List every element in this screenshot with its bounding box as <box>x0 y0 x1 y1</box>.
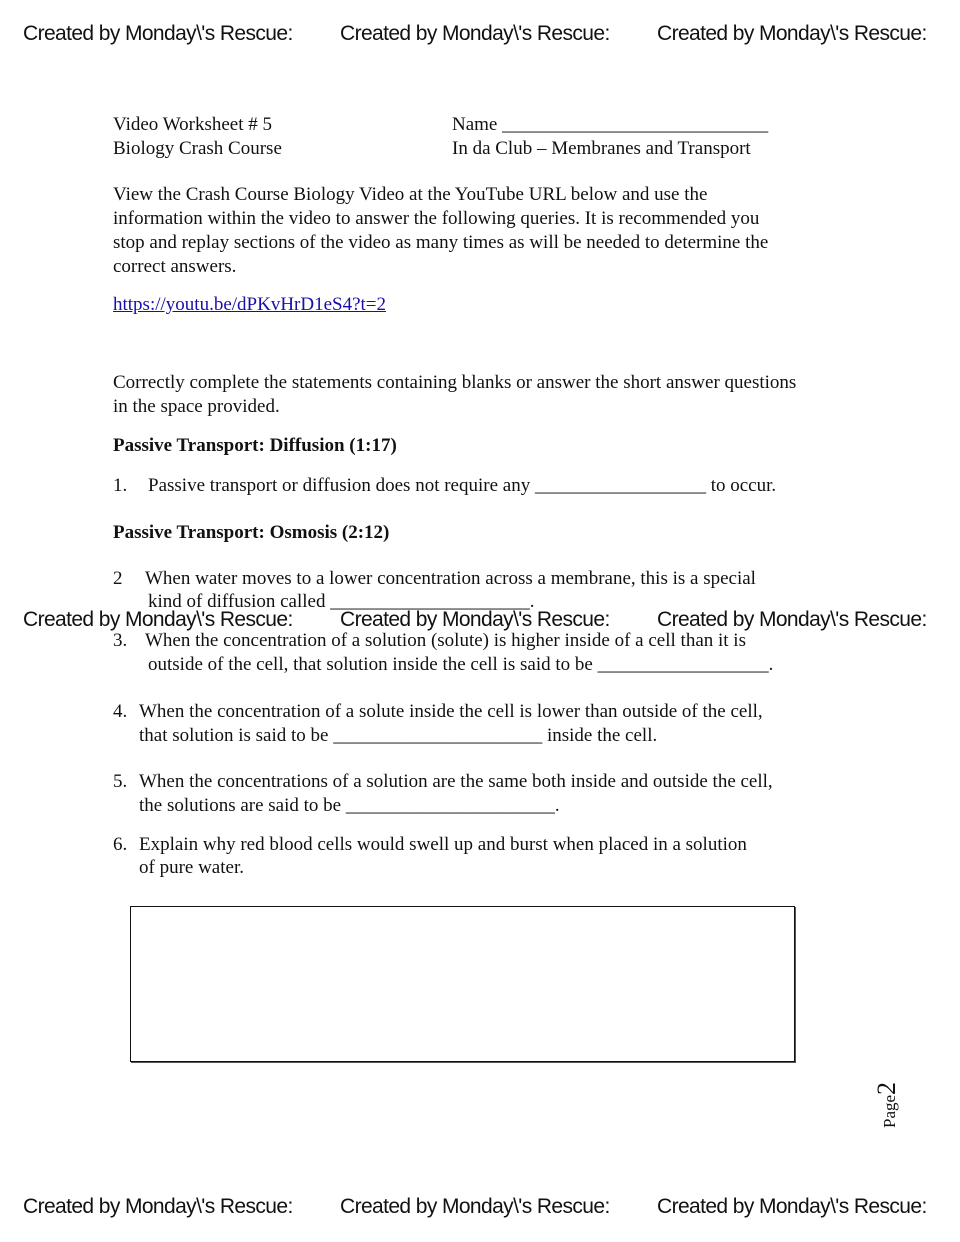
question-2-text: When water moves to a lower concentration across a membrane, this is a special <box>145 568 756 589</box>
page-number <box>872 1068 932 1128</box>
question-2-text: kind of diffusion called _____________________. <box>148 591 535 612</box>
watermark-text: Created by Monday\'s Rescue: <box>340 22 610 45</box>
question-number: 1. <box>113 475 128 496</box>
page-label: Page <box>880 1094 899 1128</box>
question-5-text: the solutions are said to be ______________________. <box>139 795 560 816</box>
intro-line: information within the video to answer the following queries. It is recommended you <box>113 208 760 229</box>
page-number-value: 2 <box>872 1081 901 1095</box>
intro-line: correct answers. <box>113 256 237 277</box>
question-3-text: outside of the cell, that solution inside the cell is said to be __________________. <box>148 654 774 675</box>
watermark-text: Created by Monday\'s Rescue: <box>657 608 927 631</box>
intro-line: View the Crash Course Biology Video at the YouTube URL below and use the <box>113 184 708 205</box>
worksheet-title: Video Worksheet # 5 <box>113 114 272 135</box>
watermark-text: Created by Monday\'s Rescue: <box>23 1195 293 1218</box>
question-4-text: When the concentration of a solute inside the cell is lower than outside of the cell, <box>139 701 763 722</box>
name-field[interactable]: Name ____________________________ <box>452 114 769 135</box>
question-number: 4. <box>113 701 128 722</box>
question-1-text: Passive transport or diffusion does not require any __________________ to occur. <box>148 475 777 496</box>
question-6-text: of pure water. <box>139 857 244 878</box>
watermark-text: Created by Monday\'s Rescue: <box>657 22 927 45</box>
youtube-link[interactable]: https://youtu.be/dPKvHrD1eS4?t=2 <box>113 294 387 315</box>
instructions-line: Correctly complete the statements containing blanks or answer the short answer questions <box>113 372 797 393</box>
watermark-text: Created by Monday\'s Rescue: <box>23 608 293 631</box>
question-5-text: When the concentrations of a solution are the same both inside and outside the cell, <box>139 771 773 792</box>
answer-box-question-6[interactable] <box>130 906 795 1062</box>
question-number: 2 <box>113 568 123 589</box>
question-3-text: When the concentration of a solution (solute) is higher inside of a cell than it is <box>145 630 746 651</box>
question-number: 5. <box>113 771 128 792</box>
watermark-text: Created by Monday\'s Rescue: <box>340 1195 610 1218</box>
course-name: Biology Crash Course <box>113 138 282 159</box>
watermark-text: Created by Monday\'s Rescue: <box>657 1195 927 1218</box>
question-4-text: that solution is said to be ______________________ inside the cell. <box>139 725 658 746</box>
question-number: 3. <box>113 630 128 651</box>
watermark-row-top <box>0 22 960 50</box>
section-heading-diffusion: Passive Transport: Diffusion (1:17) <box>113 435 397 456</box>
watermark-row-bottom <box>0 1195 960 1223</box>
instructions-line: in the space provided. <box>113 396 280 417</box>
worksheet-topic: In da Club – Membranes and Transport <box>452 138 751 159</box>
watermark-text: Created by Monday\'s Rescue: <box>340 608 610 631</box>
question-6-text: Explain why red blood cells would swell up and burst when placed in a solution <box>139 834 747 855</box>
watermark-text: Created by Monday\'s Rescue: <box>23 22 293 45</box>
section-heading-osmosis: Passive Transport: Osmosis (2:12) <box>113 522 390 543</box>
question-number: 6. <box>113 834 128 855</box>
intro-line: stop and replay sections of the video as many times as will be needed to determine the <box>113 232 769 253</box>
